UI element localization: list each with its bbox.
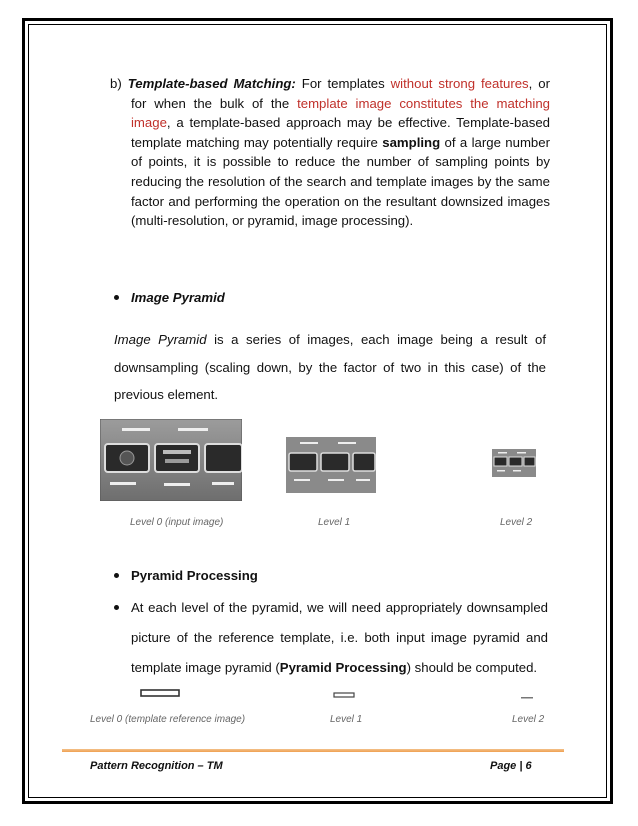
template-level-2-image xyxy=(521,686,533,704)
pyramid-processing-text-1: At each level of the pyramid, we will need appropriately downsampled picture of the reference template, i.e. both input image pyramid and template image pyramid ( xyxy=(131,600,548,676)
section-b-highlight-1: without strong features xyxy=(390,76,529,91)
image-pyramid-paragraph xyxy=(114,326,546,409)
image-pyramid-heading: Image Pyramid xyxy=(131,290,225,305)
image-pyramid-bullet xyxy=(114,288,225,308)
section-b-highlight-2: template image constitutes the matching image xyxy=(131,95,550,131)
image-pyramid-lead: Image Pyramid xyxy=(114,332,207,347)
section-b-title: Template-based Matching: xyxy=(127,76,296,91)
footer-page-number: Page | 6 xyxy=(490,760,532,772)
pyramid-processing-text-2: ) should be computed. xyxy=(406,660,538,676)
section-b-text-4: of a large number of points, it is possible to reduce the number of sampling points by reducing the resolution of the search and template images by the same factor and performing the operation on the resultant downsized images (multi-resolution, or pyramid, image processing). xyxy=(131,134,550,229)
pyramid-caption-level-0: Level 0 (input image) xyxy=(130,517,224,528)
pyramid-caption-level-1: Level 1 xyxy=(318,517,351,528)
pyramid-caption-level-2: Level 2 xyxy=(500,517,533,528)
image-pyramid-body: is a series of images, each image being a result of downsampling (scaling down, by the factor of two in this case) of the previous element. xyxy=(114,332,547,402)
bullet-icon xyxy=(114,605,119,610)
section-b-text-3: , a template-based approach may be effective. Template-based template matching may potentially require xyxy=(131,115,550,150)
pyramid-level-0-image xyxy=(100,419,242,506)
pyramid-processing-heading: Pyramid Processing xyxy=(131,568,258,583)
template-caption-level-1: Level 1 xyxy=(330,714,363,725)
template-level-0-image xyxy=(140,684,180,702)
template-caption-level-2: Level 2 xyxy=(512,714,545,725)
template-level-1-image xyxy=(333,685,355,703)
pyramid-processing-paragraph xyxy=(114,593,548,684)
section-b-text-2: , or for when the bulk of the xyxy=(131,76,550,111)
pyramid-processing-bullet xyxy=(114,566,258,586)
section-b-text-1: For templates xyxy=(295,76,391,91)
footer-divider xyxy=(62,749,564,752)
template-caption-level-0: Level 0 (template reference image) xyxy=(90,714,246,725)
pyramid-level-1-image xyxy=(286,437,376,498)
section-b-bold-sampling: sampling xyxy=(382,134,441,150)
pyramid-processing-bold: Pyramid Processing xyxy=(279,660,407,676)
bullet-icon xyxy=(114,295,119,300)
pyramid-level-2-image xyxy=(492,449,536,482)
section-b-label: b) xyxy=(110,76,122,91)
footer-document-title: Pattern Recognition – TM xyxy=(90,760,223,772)
section-b-paragraph xyxy=(110,74,550,231)
bullet-icon xyxy=(114,573,119,578)
